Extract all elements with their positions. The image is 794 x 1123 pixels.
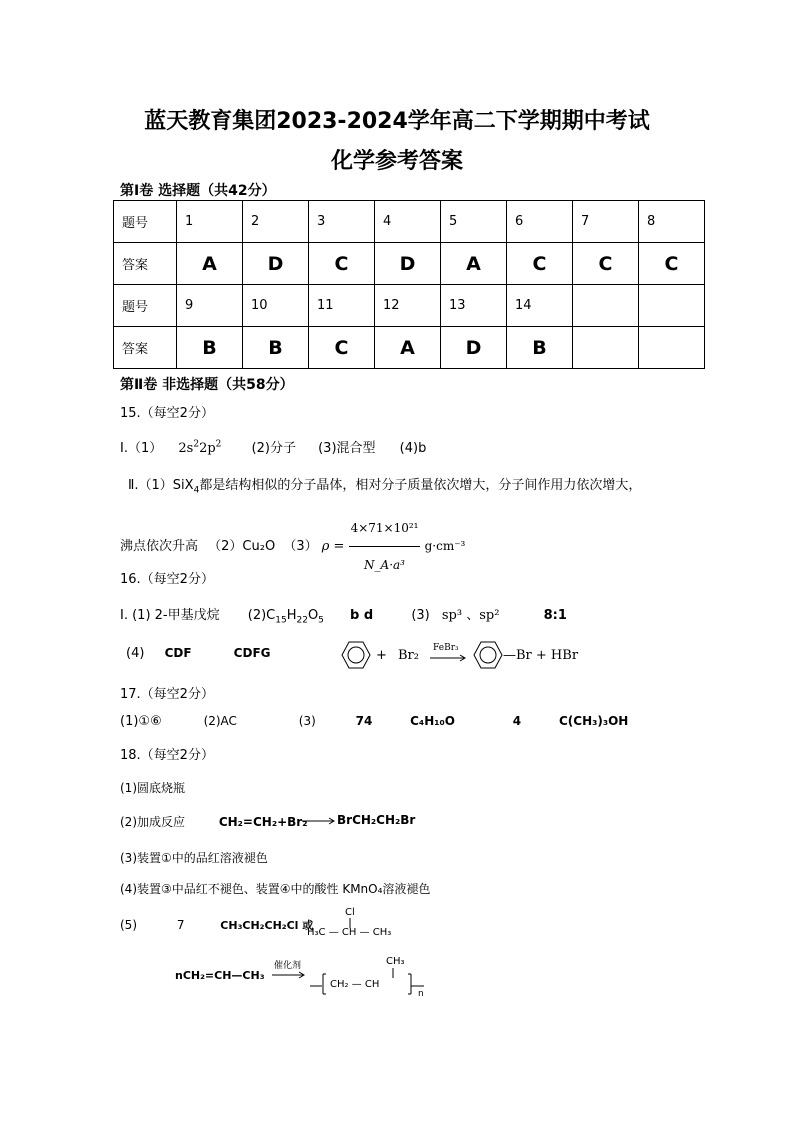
question-number: 3 — [309, 201, 375, 243]
chloro-substituent: Cl — [345, 907, 355, 918]
answer-table — [113, 200, 705, 369]
row-label-answer: 答案 — [114, 243, 177, 285]
addition-arrow-icon — [302, 817, 336, 825]
answer-cell: C — [639, 243, 705, 285]
q18-answer-4: (4)装置③中品红不褪色、装置④中的酸性 KMnO₄溶液褪色 — [120, 882, 431, 896]
q15-i-3: (3)混合型 — [318, 441, 376, 456]
polymer-degree: n — [418, 989, 424, 999]
q17-heading: 17.（每空2分） — [120, 687, 214, 702]
reaction-plus: + — [376, 648, 387, 663]
q17-answers: (1)①⑥ (2)AC (3) 74 C₄H₁₀O 4 C(CH₃)₃OH — [120, 714, 629, 729]
answer-cell: D — [441, 327, 507, 369]
table-row — [114, 243, 705, 285]
bromobenzene-ring-icon — [472, 640, 504, 670]
q18-heading: 18.（每空2分） — [120, 748, 214, 763]
propylene-monomer: nCH₂=CH—CH₃ — [175, 969, 265, 982]
question-number: 1 — [177, 201, 243, 243]
reaction-product: —Br + HBr — [503, 648, 579, 663]
answer-cell: C — [309, 243, 375, 285]
reaction-arrow-icon — [430, 654, 468, 662]
molecular-formula: $(2)C_{15}H_{22}O_5$ — [247, 608, 324, 626]
question-number: 8 — [639, 201, 705, 243]
polymer-catalyst: 催化剂 — [274, 961, 302, 971]
table-row — [114, 201, 705, 243]
table-row — [114, 327, 705, 369]
answer-cell — [573, 327, 639, 369]
addition-product: BrCH₂CH₂Br — [337, 813, 416, 827]
question-number: 12 — [375, 285, 441, 327]
answer-cell: B — [177, 327, 243, 369]
answer-cell: D — [375, 243, 441, 285]
question-number: 9 — [177, 285, 243, 327]
density-unit: g·cm⁻³ — [424, 539, 466, 553]
table-row — [114, 285, 705, 327]
question-number: 7 — [573, 201, 639, 243]
q16-heading: 16.（每空2分） — [120, 572, 214, 587]
row-label-question: 题号 — [114, 285, 177, 327]
question-number — [573, 285, 639, 327]
q18-answer-5: (5) 7 CH₃CH₂CH₂Cl 或 — [120, 918, 314, 932]
answer-cell: B — [507, 327, 573, 369]
part2-heading: 第Ⅱ卷 非选择题（共58分） — [120, 377, 294, 393]
polymer-repeat-unit: CH₂ — CH — [330, 979, 380, 990]
question-number: 2 — [243, 201, 309, 243]
q15-part2-line2: 沸点依次升高 （2）Cu₂O （3） ρ = $\frac{\text{4×71×10²¹}}{\text{N\_A·a³}}$ g·cm⁻³ — [120, 510, 465, 583]
q18-answer-1: (1)圆底烧瓶 — [120, 781, 185, 795]
q16-answers-line2: (4) CDF CDFG — [126, 646, 271, 661]
question-number: 5 — [441, 201, 507, 243]
benzene-ring-icon — [340, 640, 372, 670]
answer-cell: A — [177, 243, 243, 285]
page-subtitle: 化学参考答案 — [330, 149, 463, 174]
isopropyl-chloride: H₃C — CH — CH₃ — [307, 927, 392, 938]
row-label-answer: 答案 — [114, 327, 177, 369]
methyl-substituent: CH₃ — [386, 956, 405, 967]
question-number: 14 — [507, 285, 573, 327]
density-symbol: ρ = — [321, 539, 345, 554]
q15-i-4: (4)b — [399, 441, 427, 456]
answer-cell — [639, 327, 705, 369]
q15-i-prefix: Ⅰ.（1） — [120, 441, 163, 456]
reaction-bromine: Br₂ — [398, 648, 419, 663]
answer-cell: A — [375, 327, 441, 369]
q18-answer-3: (3)装置①中的品红溶液褪色 — [120, 851, 268, 865]
question-number: 6 — [507, 201, 573, 243]
answer-cell: C — [309, 327, 375, 369]
answer-cell: C — [573, 243, 639, 285]
part1-heading: 第Ⅰ卷 选择题（共42分） — [120, 183, 276, 199]
row-label-question: 题号 — [114, 201, 177, 243]
q15-i-2: (2)分子 — [251, 441, 296, 456]
page-title: 蓝天教育集团2023-2024学年高二下学期期中考试 — [144, 109, 650, 134]
polymerization-arrow-icon — [272, 971, 306, 979]
answer-cell: C — [507, 243, 573, 285]
question-number: 11 — [309, 285, 375, 327]
density-formula: $\frac{\text{4×71×10²¹}}{\text{N\_A·a³}}$ — [349, 510, 421, 583]
answer-cell: D — [243, 243, 309, 285]
question-number: 13 — [441, 285, 507, 327]
question-number: 4 — [375, 201, 441, 243]
question-number — [639, 285, 705, 327]
q15-heading: 15.（每空2分） — [120, 406, 214, 421]
answer-cell: B — [243, 327, 309, 369]
q15-part1-answers — [120, 437, 426, 456]
q16-answers-line1: Ⅰ. (1) 2-甲基戊烷 $(2)C_{15}H_{22}O_5$ b d (3) sp³ 、sp² 8:1 — [120, 608, 567, 626]
reaction-catalyst: FeBr₃ — [433, 643, 459, 653]
q18-answer-2: (2)加成反应 CH₂=CH₂+Br₂ — [120, 815, 308, 829]
q15-electron-config: $2s^22p^2$ — [178, 439, 222, 456]
question-number: 10 — [243, 285, 309, 327]
answer-cell: A — [441, 243, 507, 285]
q15-part2-line1: Ⅱ.（1）SiX$_4$都是结构相似的分子晶体，相对分子质量依次增大，分子间作用力依次增大， — [128, 478, 642, 496]
